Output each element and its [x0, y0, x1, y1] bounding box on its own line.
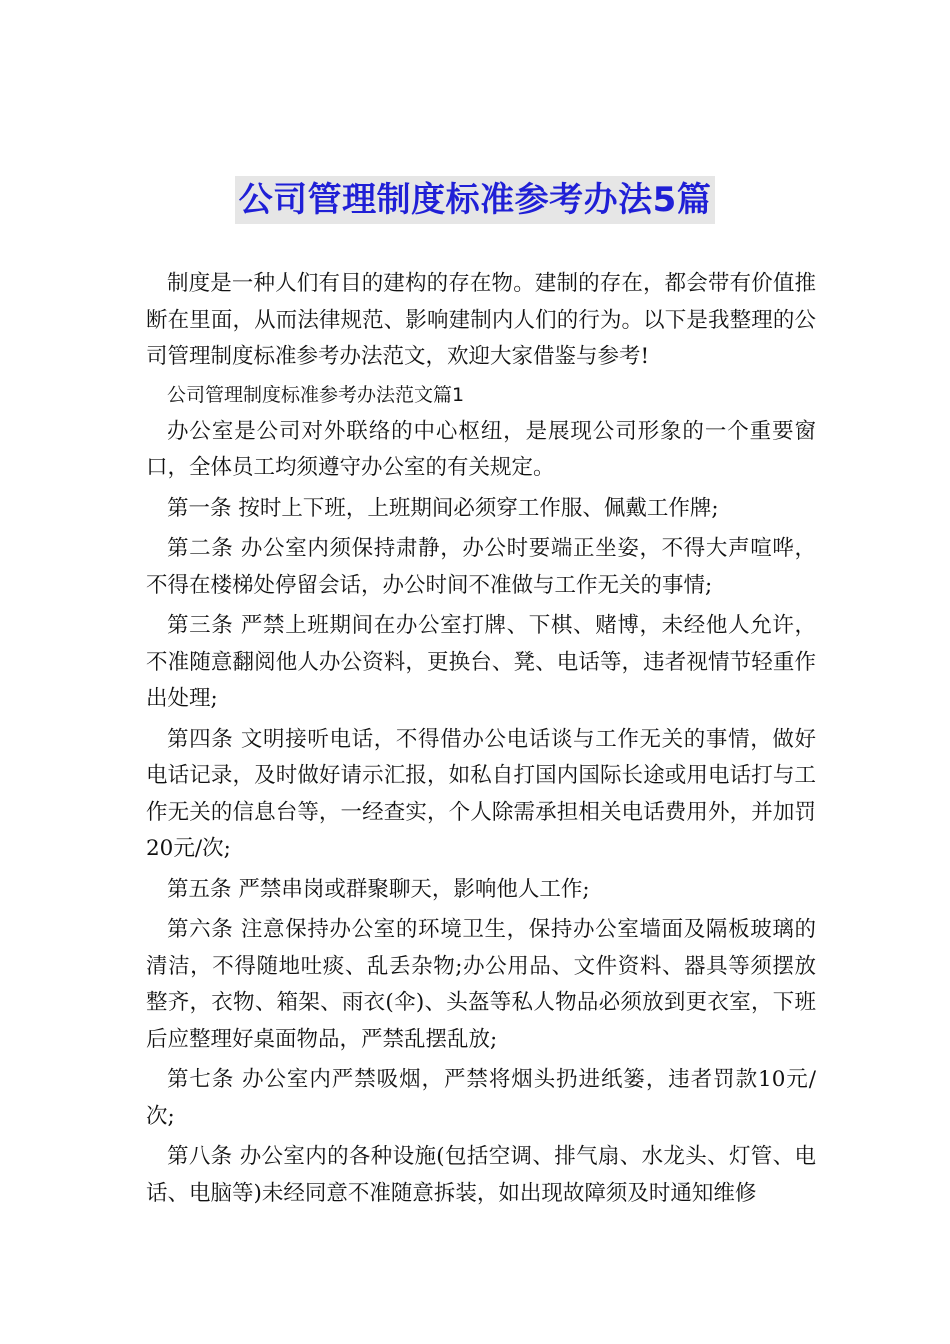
intro-paragraph: 制度是一种人们有目的建构的存在物。建制的存在，都会带有价值推断在里面，从而法律规范、影响建制内人们的行为。以下是我整理的公司管理制度标准参考办法范文，欢迎大家借鉴与参考!	[146, 271, 816, 369]
title-container	[0, 176, 950, 224]
document-body	[146, 266, 816, 1212]
article-4: 第四条 文明接听电话，不得借办公电话谈与工作无关的事情，做好电话记录，及时做好请示汇报，如私自打国内国际长途或用电话打与工作无关的信息台等，一经查实，个人除需承担相关电话费用外，并加罚20元/次;	[146, 726, 816, 861]
document-title: 公司管理制度标准参考办法5篇	[235, 176, 716, 224]
article-2: 第二条 办公室内须保持肃静，办公时要端正坐姿，不得大声喧哗，不得在楼梯处停留会话，办公时间不准做与工作无关的事情;	[146, 536, 816, 598]
article-3: 第三条 严禁上班期间在办公室打牌、下棋、赌博，未经他人允许，不准随意翻阅他人办公资料，更换台、凳、电话等，违者视情节轻重作出处理;	[146, 613, 816, 711]
article-5: 第五条 严禁串岗或群聚聊天，影响他人工作;	[167, 876, 590, 902]
section-heading: 公司管理制度标准参考办法范文篇1	[167, 383, 465, 406]
article-6: 第六条 注意保持办公室的环境卫生，保持办公室墙面及隔板玻璃的清洁，不得随地吐痰、乱丢杂物;办公用品、文件资料、器具等须摆放整齐，衣物、箱架、雨衣(伞)、头盔等私人物品必须放到更衣室，下班后应整理好桌面物品，严禁乱摆乱放;	[146, 917, 816, 1052]
article-1: 第一条 按时上下班，上班期间必须穿工作服、佩戴工作牌;	[167, 495, 719, 521]
article-8: 第八条 办公室内的各种设施(包括空调、排气扇、水龙头、灯管、电话、电脑等)未经同意不准随意拆装，如出现故障须及时通知维修	[146, 1144, 816, 1206]
paragraph-office-intro: 办公室是公司对外联络的中心枢纽，是展现公司形象的一个重要窗口，全体员工均须遵守办公室的有关规定。	[146, 418, 816, 480]
article-7: 第七条 办公室内严禁吸烟，严禁将烟头扔进纸篓，违者罚款10元/次;	[146, 1067, 816, 1129]
